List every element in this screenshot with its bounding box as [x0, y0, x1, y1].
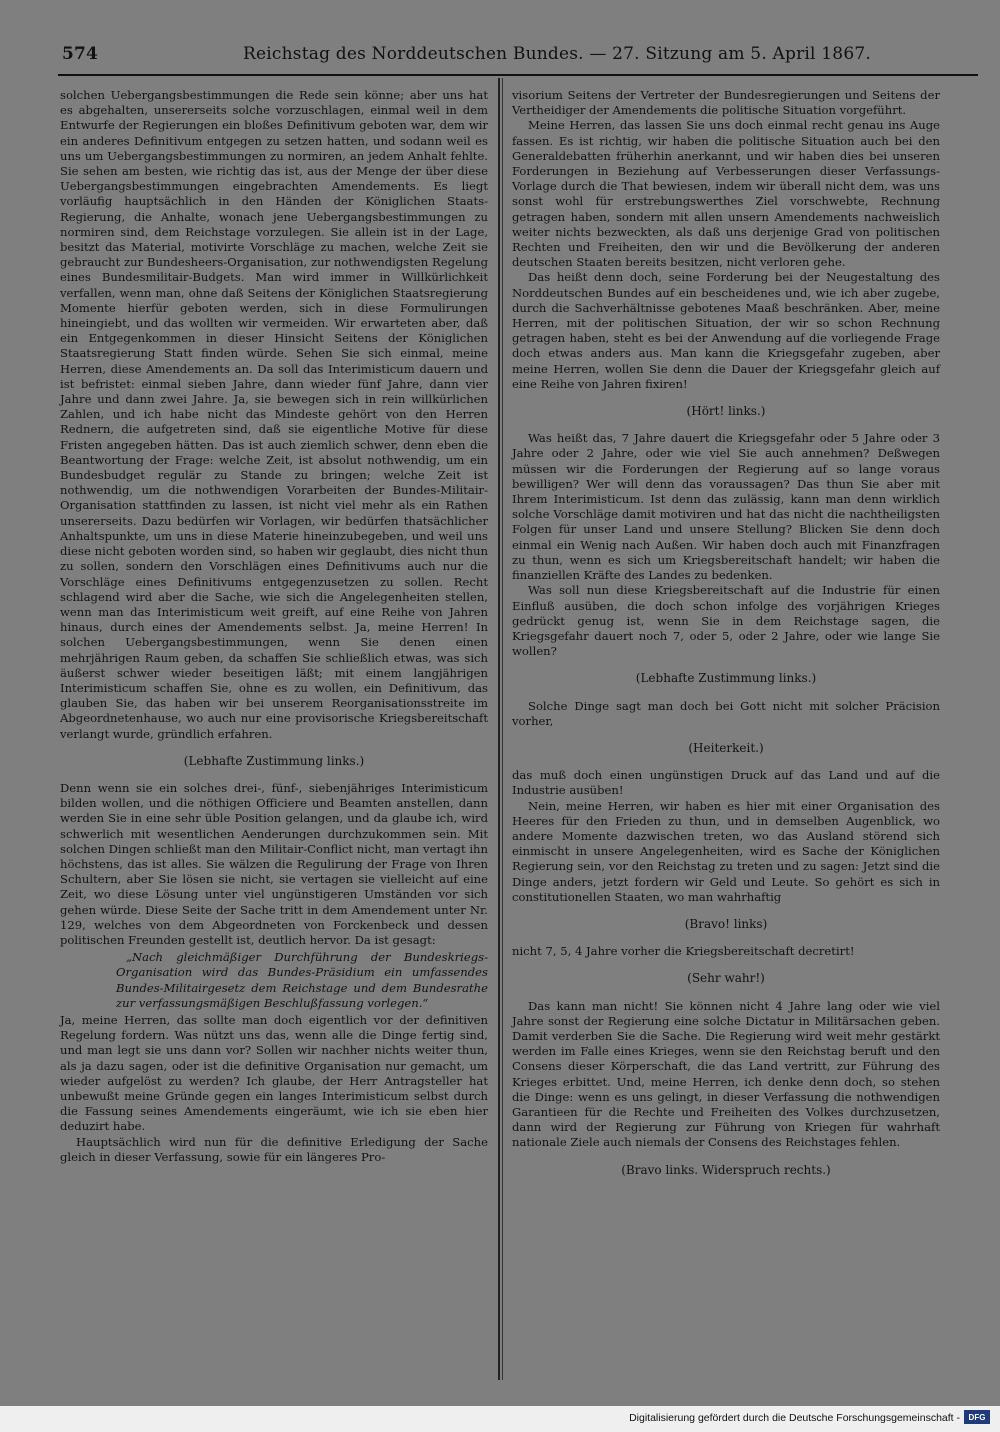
paragraph: Das kann man nicht! Sie können nicht 4 Jahre lang oder wie viel Jahre sonst der Regierung eine solche Dictatur in Militärsachen geben. Damit verderben Sie die Sache. Die Regierung wird weit mehr gestärkt werden im Falle eines Krieges, wenn sie den Reichstag beruft und den Consens dieser Körperschaft, die das Land vertritt, zur Führung des Krieges erbittet. Und, meine Herren, ich denke denn doch, so stehen die Dinge: wenn es uns gelingt, in dieser Verfassung die nothwendigen Garantieen für die Rechte und Freiheiten des Volkes durchzusetzen, dann wird der Regierung zur Führung von Kriegen für wahrhaft nationale Ziele auch niemals der Consens des Reichstages fehlen.: [512, 998, 940, 1150]
quoted-passage: „Nach gleichmäßiger Durchführung der Bundeskriegs-Organisation wird das Bundes-Präsidium ein umfassendes Bundes-Militairgesetz dem Reichstage und dem Bundesrathe zur verfassungsmäßigen Beschlußfassung vorlegen.“: [116, 950, 488, 1010]
running-title: Reichstag des Norddeutschen Bundes. — 27. Sitzung am 5. April 1867.: [243, 44, 871, 64]
stage-direction: (Bravo links. Widerspruch rechts.): [621, 1162, 831, 1177]
paragraph: Ja, meine Herren, das sollte man doch eigentlich vor der definitiven Regelung fordern. Was nützt uns das, wenn alle die Dinge fertig sind, und man legt sie uns dann vor? Sollen wir nachher nichts weiter thun, als ja dazu sagen, oder ist die definitive Organisation nur gemacht, um wieder aufgelöst zu werden? Ich glaube, der Herr Antragsteller hat unbewußt meine Gründe gegen ein langes Interimisticum selbst durch die Fassung seines Amendements eingeräumt, wie ich sie eben hier deduzirt habe.: [60, 1012, 488, 1134]
column-divider: [498, 78, 500, 1380]
paragraph: Was soll nun diese Kriegsbereitschaft auf die Industrie für einen Einfluß ausüben, die doch schon infolge des vorjährigen Krieges gedrückt genug ist, wenn Sie in dem Reichstage sagen, die Kriegsgefahr dauert noch 7, oder 5, oder 2 Jahre, oder wie lange Sie wollen?: [512, 583, 940, 659]
left-column: [60, 88, 488, 1165]
paragraph: das muß doch einen ungünstigen Druck auf das Land und auf die Industrie ausüben!: [512, 768, 940, 798]
paragraph: Hauptsächlich wird nun für die definitive Erledigung der Sache gleich in dieser Verfassung, sowie für ein längeres Pro-: [60, 1134, 488, 1164]
paragraph: Nein, meine Herren, wir haben es hier mit einer Organisation des Heeres für den Frieden zu thun, und in demselben Augenblick, wo andere Momente dazwischen treten, wo das Ausland störend sich einmischt in unsere Angelegenheiten, wird es Sache der Königlichen Regierung sein, vor den Reichstag zu treten und zu sagen: Jetzt sind die Dinge anders, jetzt fordern wir Geld und Leute. So gehört es sich in constitutionellen Staaten, wo man wahrhaftig: [512, 798, 940, 904]
stage-direction: (Bravo! links): [684, 916, 768, 931]
paragraph: nicht 7, 5, 4 Jahre vorher die Kriegsbereitschaft decretirt!: [512, 944, 855, 959]
page-number: 574: [62, 44, 99, 64]
paragraph: Denn wenn sie ein solches drei-, fünf-, siebenjähriges Interimisticum bilden wollen, und die nöthigen Officiere und Beamten anstellen, dann werden Sie in eine sehr üble Position gelangen, und da glaube ich, wird schwerlich mit wesentlichen Aenderungen durchzukommen sein. Mit solchen Dingen schließt man den Militair-Conflict nicht, man vertagt ihn höchstens, das ist alles. Sie wälzen die Regulirung der Frage von Ihren Schultern, aber Sie lösen sie nicht, sie vertagen sie vielleicht auf eine Zeit, wo diese Lösung unter viel ungünstigeren Umständen vor sich gehen würde. Diese Seite der Sache tritt in dem Amendement unter Nr. 129, welches von dem Abgeordneten von Forckenbeck und dessen politischen Freunden gestellt ist, deutlich hervor. Da ist gesagt:: [60, 780, 488, 947]
header-rule: [58, 74, 978, 76]
paragraph: Das heißt denn doch, seine Forderung bei der Neugestaltung des Norddeutschen Bundes auf ein bescheidenes und, wie ich aber zugebe, durch die Sachverhältnisse gebotenes Maaß beschränken. Aber, meine Herren, mit der politischen Situation, der wir so schon Rechnung getragen haben, steht es bei der Anwendung auf die vorliegende Frage doch etwas anders aus. Man kann die Kriegsgefahr zugeben, aber meine Herren, wollen Sie denn die Dauer der Kriegsgefahr gleich auf eine Reihe von Jahren fixiren!: [512, 270, 940, 391]
stage-direction: (Sehr wahr!): [687, 971, 765, 986]
dfg-logo: DFG: [964, 1410, 990, 1424]
stage-direction: (Lebhafte Zustimmung links.): [183, 753, 365, 768]
stage-direction: (Hört! links.): [686, 404, 766, 419]
paragraph: solchen Uebergangsbestimmungen die Rede sein könne; aber uns hat es abgehalten, unsererseits solche vorzuschlagen, einmal weil in dem Entwurfe der Regierungen ein bloßes Definitivum geboten war, dem wir ein anderes Definitivum entgegen zu setzen hatten, und sodann weil es uns um Uebergangsbestimmungen zu normiren, an jedem Anhalt fehlte. Sie sehen am besten, wie richtig das ist, aus der Menge der über diese Uebergangsbestimmungen eingebrachten Amendements. Es liegt vorläufig hauptsächlich in den Händen der Königlichen Staats-Regierung, die Anhalte, wonach jene Uebergangsbestimmungen zu normiren sind, dem Reichstage vorzulegen. Sie allein ist in der Lage, besitzt das Material, motivirte Vorschläge zu machen, welche Zeit sie gebraucht zur Bundesheers-Organisation, zur nothwendigsten Regelung eines Bundesmilitair-Budgets. Man wird immer in Willkürlichkeit verfallen, wenn man, ohne daß Seitens der Königlichen Staatsregierung Momente hierfür geboten werden, sich in diese Formulirungen hineingiebt, und das wollten wir vermeiden. Wir erwarteten aber, daß ein Entgegenkommen in dieser Hinsicht Seitens der Königlichen Staatsregierung Statt finden würde. Sehen Sie sich einmal, meine Herren, diese Amendements an. Da soll das Interimisticum dauern und ist befristet: einmal sieben Jahre, dann wieder fünf Jahre, dann vier Jahre und dann zwei Jahre. Ja, sie bewegen sich in rein willkürlichen Zahlen, und ich habe nicht das Mindeste gehört von den Herren Rednern, die aufgetreten sind, daß sie eigentliche Motive für diese Fristen angegeben hätten. Das ist auch ziemlich schwer, denn eben die Beantwortung der Frage: welche Zeit, ist absolut nothwendig, um ein Bundesbudget regulär zu Stande zu bringen; welche Zeit ist nothwendig, um die nothwendigen Vorarbeiten der Bundes-Militair-Organisation stattfinden zu lassen, ist nicht viel mehr als ein Rathen unsererseits. Dazu bedürfen wir Vorlagen, wir bedürfen thatsächlicher Anhaltspunkte, um uns in diese Materie hineinzubegeben, und weil uns diese nicht geboten worden sind, so haben wir geglaubt, dies nicht thun zu sollen, sondern den Vorschlägen eines Definitivums auch nur die Vorschläge eines Definitivums entgegenzusetzen zu sollen. Recht schlagend wird aber die Sache, wie sich die Angelegenheiten stellen, wenn man das Interimisticum weit greift, auf eine Reihe von Jahren hinaus, durch eines der Amendements selbst. Ja, meine Herren! In solchen Uebergangsbestimmungen, wenn Sie denen einen mehrjährigen Raum geben, da schaffen Sie schließlich etwas, was sich äußerst schwer wieder beseitigen läßt; mit einem langjährigen Interimisticum schaffen Sie, ohne es zu wollen, ein Definitivum, das glauben Sie, das haben wir bei unserem Reorganisationsstreite im Abgeordnetenhause, wo auch nur eine provisorische Kriegsbereitschaft verlangt wurde, gründlich erfahren.: [60, 88, 488, 741]
paragraph: Solche Dinge sagt man doch bei Gott nicht mit solcher Präcision vorher,: [512, 698, 940, 728]
footer-credit: Digitalisierung gefördert durch die Deutsche Forschungsgemeinschaft -: [629, 1412, 960, 1424]
right-column: [512, 88, 940, 1190]
column-divider-secondary: [502, 78, 503, 1380]
stage-direction: (Heiterkeit.): [688, 740, 764, 755]
paragraph: visorium Seitens der Vertreter der Bundesregierungen und Seitens der Vertheidiger der Amendements die politische Situation vorgeführt.: [512, 88, 940, 118]
paragraph: Meine Herren, das lassen Sie uns doch einmal recht genau ins Auge fassen. Es ist richtig, wir haben die politische Situation auch bei den Generaldebatten früherhin anerkannt, und wir haben dies bei unseren Forderungen in Beziehung auf Verbesserungen dieser Verfassungs-Vorlage durch die That bewiesen, indem wir überall nicht dem, was uns sonst wohl für erstrebungswerthes Ziel vorschwebte, Rechnung getragen haben, sondern mit allen unsern Amendements nachweislich weiter nichts bezweckten, als daß uns derjenige Grad von politischen Rechten und Freiheiten, den wir und die Bevölkerung der anderen deutschen Staaten bereits besitzen, nicht verloren gehe.: [512, 118, 940, 270]
running-header: [62, 44, 982, 74]
paragraph: Was heißt das, 7 Jahre dauert die Kriegsgefahr oder 5 Jahre oder 3 Jahre oder 2 Jahre, oder wie viel Sie auch annehmen? Deßwegen müssen wir die Forderungen der Regierung auf so lange voraus bewilligen? Wer will denn das voraussagen? Das thun Sie aber mit Ihrem Interimisticum. Ist denn das zulässig, kann man denn wirklich solche Vorschläge damit motiviren und hat das nicht die nachtheiligsten Folgen für unser Land und unsere Stellung? Blicken Sie denn doch einmal ein Wenig nach Außen. Wir haben doch auch mit Finanzfragen zu thun, wenn es sich um Kriegsbereitschaft handelt; wir haben die finanziellen Kräfte des Landes zu bedenken.: [512, 431, 940, 583]
stage-direction: (Lebhafte Zustimmung links.): [635, 671, 817, 686]
